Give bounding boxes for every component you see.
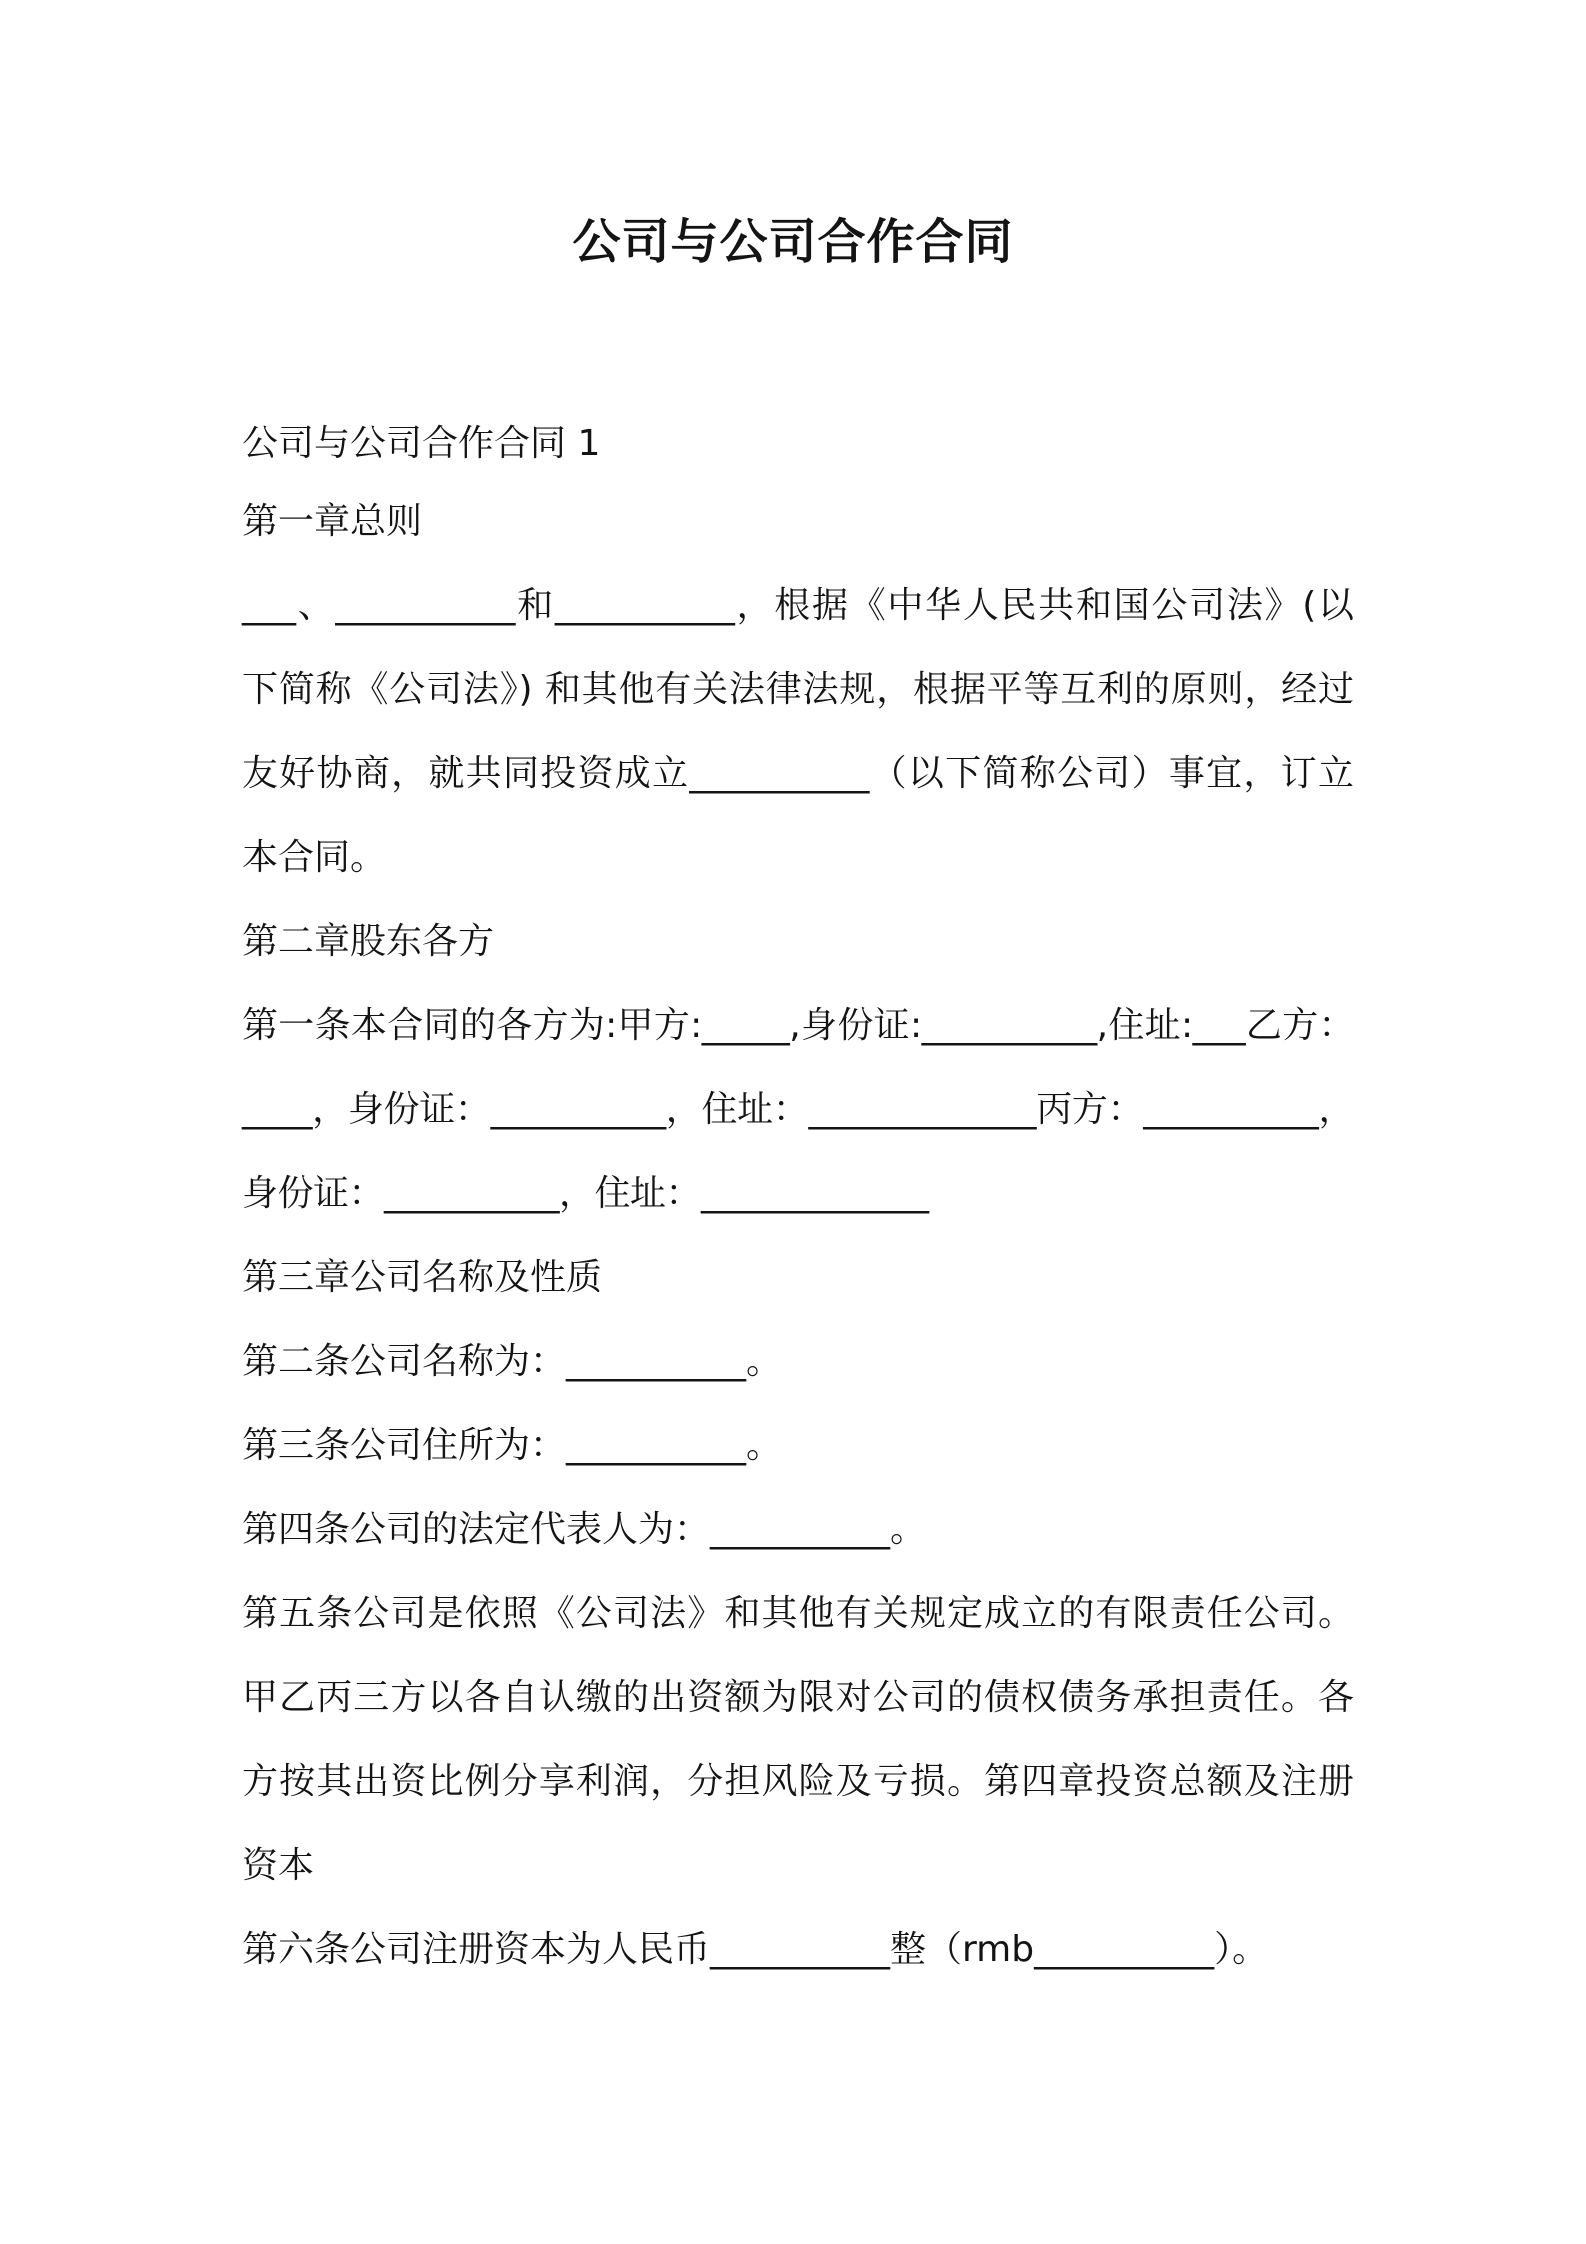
article-5-paragraph: 第五条公司是依照《公司法》和其他有关规定成立的有限责任公司。甲乙丙三方以各自认缴的出资额为限对公司的债权债务承担责任。各方按其出资比例分享利润，分担风险及亏损。第四章投资总额及注册资本 — [242, 1593, 1354, 1886]
article-4: 第四条公司的法定代表人为：__________。 — [242, 1509, 927, 1550]
chapter-1-paragraph: ___、__________和__________，根据《中华人民共和国公司法》(以下简称《公司法》) 和其他有关法律法规，根据平等互利的原则，经过友好协商，就共同投资成立__________（以下简称公司）事宜，订立本合同。 — [242, 585, 1354, 878]
article-6: 第六条公司注册资本为人民币__________整（rmb__________）。 — [242, 1929, 1269, 1970]
chapter-2-heading: 第二章股东各方 — [242, 921, 495, 962]
chapter-1-heading: 第一章总则 — [242, 501, 423, 542]
document-title: 公司与公司合作合同 — [572, 214, 1014, 270]
article-1-paragraph: 第一条本合同的各方为:甲方:_____,身份证:__________,住址:___乙方：____，身份证：__________，住址：_____________丙方：__________，身份证：__________，住址：_____________ — [242, 1005, 1354, 1214]
article-2: 第二条公司名称为：__________。 — [242, 1341, 783, 1382]
chapter-3-heading: 第三章公司名称及性质 — [242, 1257, 603, 1298]
article-3: 第三条公司住所为：__________。 — [242, 1425, 783, 1466]
document-subtitle: 公司与公司合作合同 1 — [242, 423, 601, 464]
